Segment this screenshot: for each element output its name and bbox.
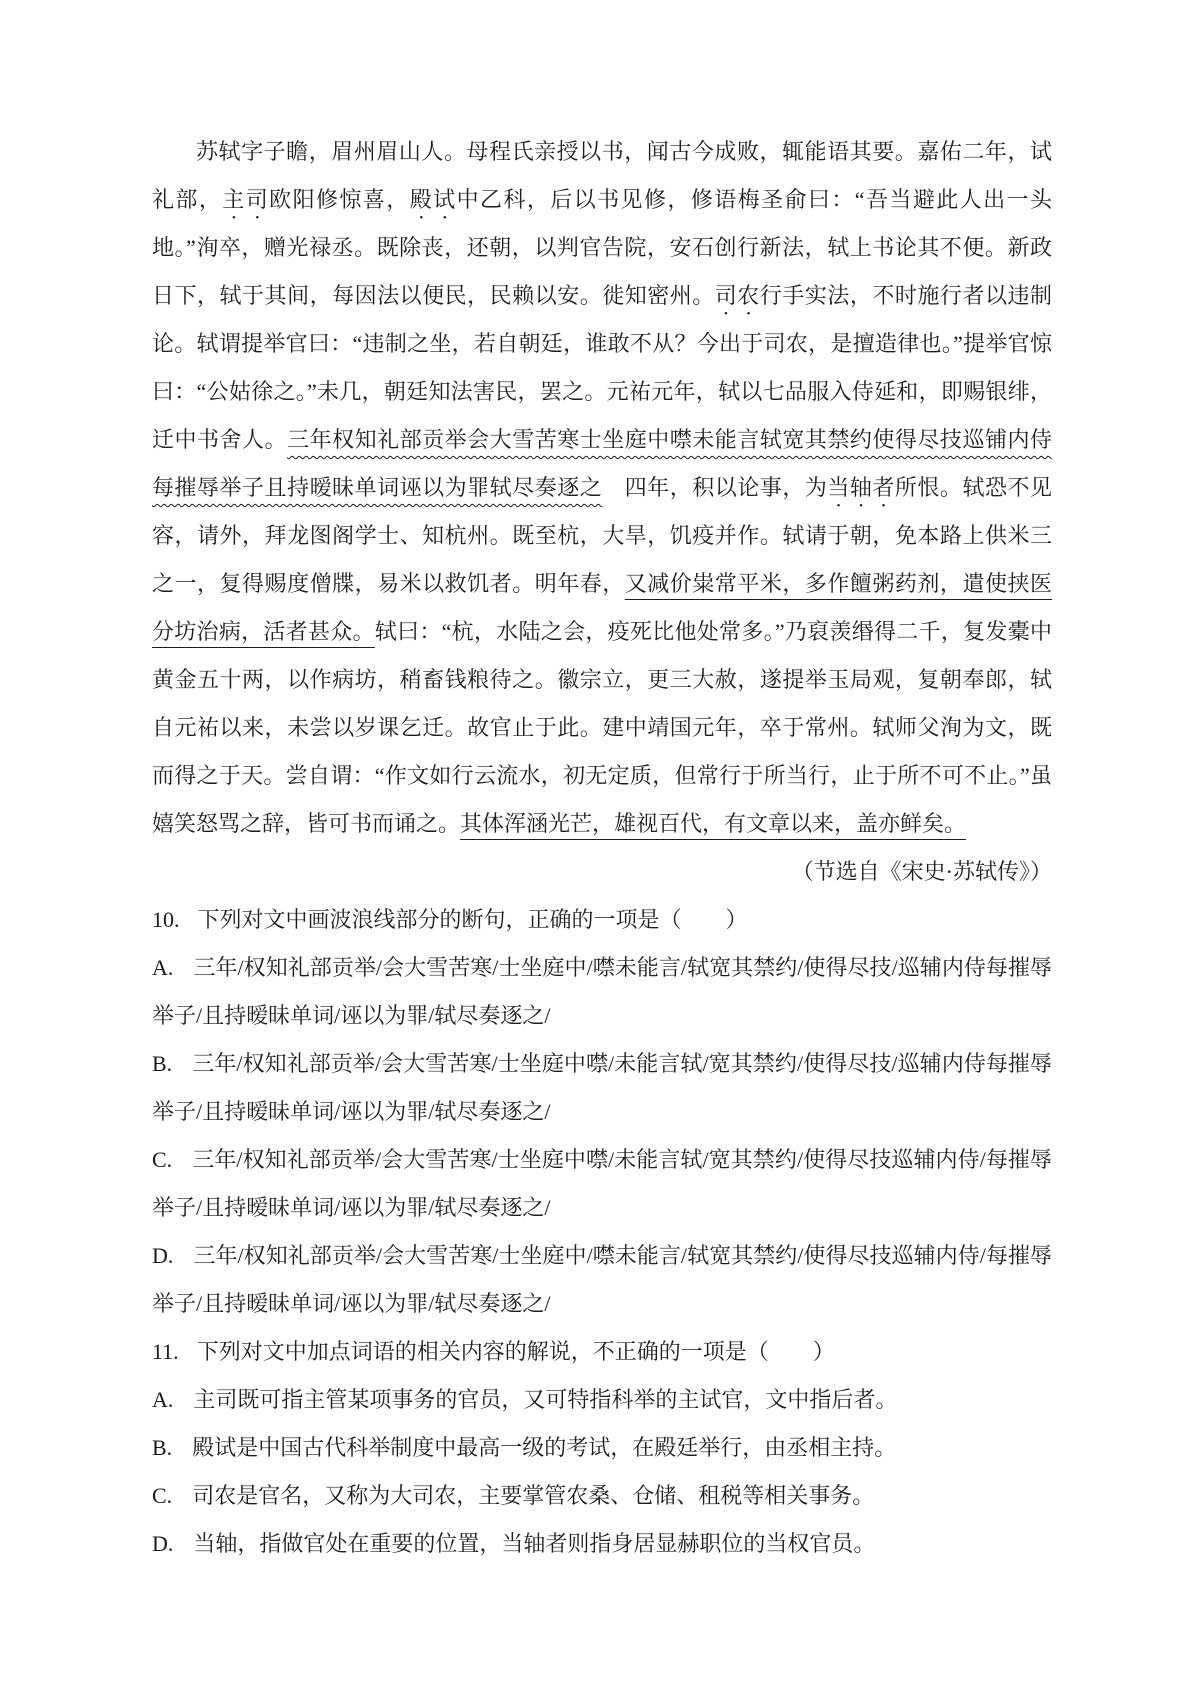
answer-option [152, 1424, 1052, 1472]
answer-option [152, 944, 1052, 1040]
option-text: 殿试是中国古代科举制度中最高一级的考试，在殿廷举行，由丞相主持。 [192, 1435, 897, 1460]
option-label: B. [152, 1435, 173, 1460]
passage-segment-normal: 轼曰：“杭，水陆之会，疫死比他处常多。”乃裒羡缗得二千，复发橐中黄金五十两，以作病坊，稍畜钱粮待之。徽宗立，更三大赦，遂提举玉局观，复朝奉郎，轼自元祐以来，未尝以岁课乞迁。故官止于此。建中靖国元年，卒于常州。轼师父洵为文，既而得之于天。尝自谓：“作文如行云流水，初无定质，但常行于所当行，止于所不可不止。”虽嬉笑怒骂之辞，皆可书而诵之。 [152, 619, 1052, 836]
answer-option [152, 1232, 1052, 1328]
passage-segment-normal: 所恨。轼恐不见容，请外，拜龙图阁学士、知杭州。既至杭，大旱，饥疫并作。轼请于朝，免本路上供米三之一，复得赐度僧牒，易米以救饥者。明年春， [152, 475, 1052, 596]
passage-segment-underline: 其体浑涵光芒，雄视百代，有文章以来，盖亦鲜矣。 [460, 811, 967, 836]
attribution-text: （节选自《宋史·苏轼传》） [791, 859, 1052, 884]
question-options [152, 1376, 1052, 1568]
option-text: 三年/权知礼部贡举/会大雪苦寒/士坐庭中/噤未能言/轼宽其禁约/使得尽技巡辅内侍/每摧辱举子/且持暧昧单词/诬以为罪/轼尽奏逐之/ [152, 1243, 1052, 1316]
question-number: 11. [152, 1339, 179, 1364]
option-label: D. [152, 1243, 174, 1268]
option-label: A. [152, 1387, 174, 1412]
option-text: 主司既可指主管某项事务的官员，又可特指科举的主试官，文中指后者。 [193, 1387, 898, 1412]
option-label: C. [152, 1147, 173, 1172]
passage-segment-normal: 中乙科，后以书见修，修语梅圣俞曰：“吾当避此人出一头地。”洵卒，赠光禄丞。既除丧，还朝，以判官告院，安石创行新法，轼上书论其不便。新政日下，轼于其间，每因法以便民，民赖以安。徙知密州。 [152, 187, 1052, 308]
question-block [152, 1328, 1052, 1568]
option-text: 司农是官名，又称为大司农，主要掌管农桑、仓储、租税等相关事务。 [192, 1483, 875, 1508]
passage-text [152, 128, 1052, 848]
option-label: C. [152, 1483, 173, 1508]
passage-segment-wavy: 三年权知礼部贡举会大雪苦寒士坐庭中噤未能言轼宽其禁约使得尽技巡铺内侍每摧辱举子且持暧昧单词诬以为罪轼尽奏逐之 [152, 427, 1052, 500]
answer-option [152, 1040, 1052, 1136]
question-stem-text: 下列对文中画波浪线部分的断句，正确的一项是（ ） [197, 907, 748, 932]
answer-option [152, 1472, 1052, 1520]
option-label: D. [152, 1531, 174, 1556]
passage-segment-normal: 欧阳修惊喜， [269, 187, 410, 212]
questions-section [152, 896, 1052, 1568]
question-stem [152, 1328, 1052, 1376]
passage-segment-underline: 又减价粜常平米，多作饘粥药剂，遣使挟医分坊治病，活者甚众。 [152, 571, 1052, 644]
answer-option [152, 1136, 1052, 1232]
passage-attribution [152, 848, 1052, 896]
passage-segment-dotted: 司农 [714, 283, 760, 308]
question-stem [152, 896, 1052, 944]
answer-option [152, 1520, 1052, 1568]
option-label: A. [152, 955, 174, 980]
option-label: B. [152, 1051, 173, 1076]
option-text: 三年/权知礼部贡举/会大雪苦寒/士坐庭中噤/未能言轼/宽其禁约/使得尽技/巡辅内侍每摧辱举子/且持暧昧单词/诬以为罪/轼尽奏逐之/ [152, 1051, 1052, 1124]
passage-segment-dotted: 主司 [222, 187, 270, 212]
option-text: 当轴，指做官处在重要的位置，当轴者则指身居显赫职位的当权官员。 [193, 1531, 876, 1556]
question-stem-text: 下列对文中加点词语的相关内容的解说，不正确的一项是（ ） [196, 1339, 835, 1364]
answer-option [152, 1376, 1052, 1424]
passage-segment-dotted: 当轴者 [827, 475, 895, 500]
option-text: 三年/权知礼部贡举/会大雪苦寒/士坐庭中/噤未能言/轼宽其禁约/使得尽技/巡辅内侍每摧辱举子/且持暧昧单词/诬以为罪/轼尽奏逐之/ [152, 955, 1052, 1028]
passage-segment-normal: 苏轼字子瞻，眉州眉山人。母程氏亲授以书，闻古今成败，辄能语其要。嘉佑二年，试礼部， [152, 139, 1052, 212]
question-options [152, 944, 1052, 1328]
passage-segment-dotted: 殿试 [409, 187, 457, 212]
option-text: 三年/权知礼部贡举/会大雪苦寒/士坐庭中噤/未能言轼/宽其禁约/使得尽技巡辅内侍/每摧辱举子/且持暧昧单词/诬以为罪/轼尽奏逐之/ [152, 1147, 1052, 1220]
passage-segment-normal: 行手实法，不时施行者以违制论。轼谓提举官曰：“违制之坐，若自朝廷，谁敢不从？今出于司农，是擅造律也。”提举官惊曰：“公姑徐之。”未几，朝廷知法害民，罢之。元祐元年，轼以七品服入侍延和，即赐银绯，迁中书舍人。 [152, 283, 1052, 452]
question-block [152, 896, 1052, 1328]
question-number: 10. [152, 907, 180, 932]
passage-segment-normal: 四年，积以论事，为 [602, 475, 828, 500]
